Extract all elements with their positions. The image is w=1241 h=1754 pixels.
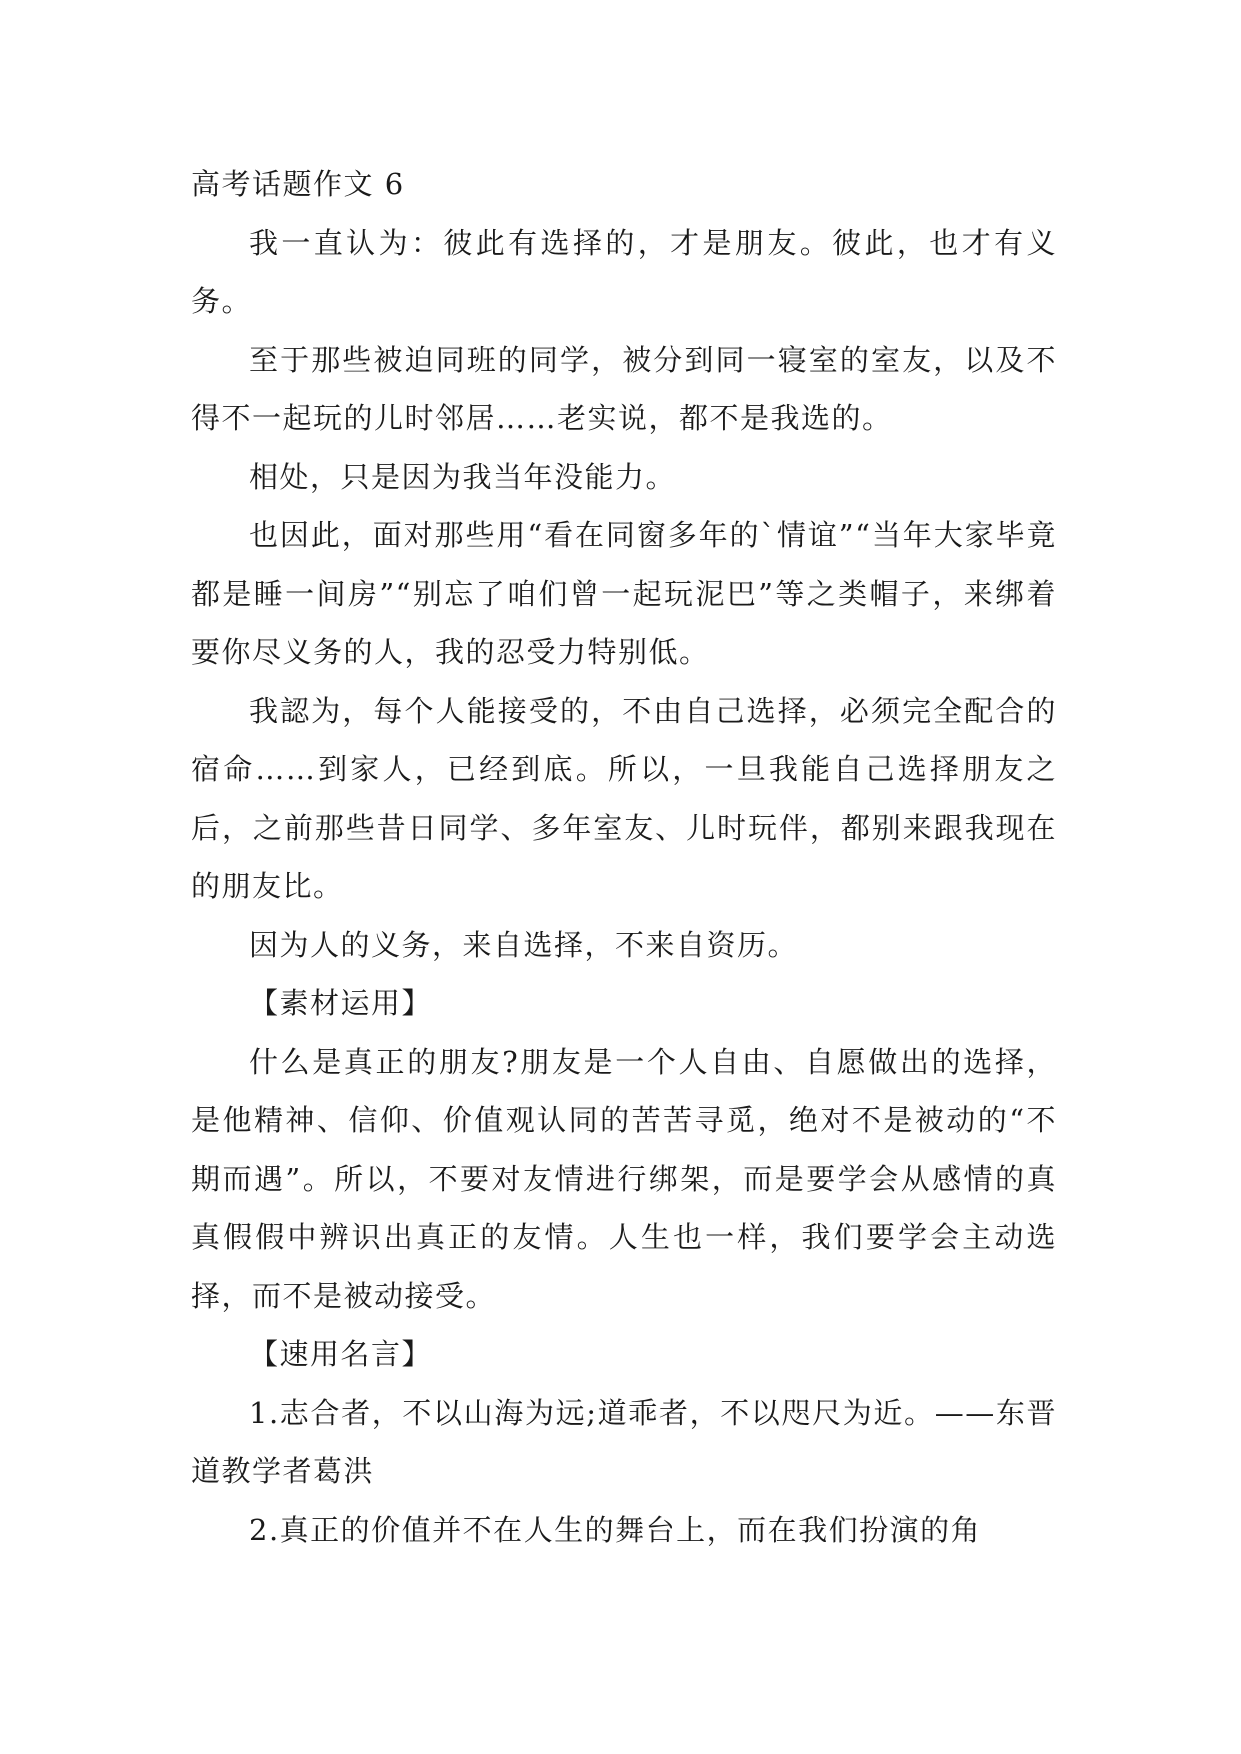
paragraph: 因为人的义务，来自选择，不来自资历。 xyxy=(249,927,799,962)
quote-item: 1.志合者，不以山海为远;道乖者，不以咫尺为近。——东晋道教学者葛洪 xyxy=(191,1395,1057,1488)
section-heading-material-usage: 【素材运用】 xyxy=(249,986,433,1020)
paragraph: 我認为，每个人能接受的，不由自己选择，必须完全配合的宿命……到家人，已经到底。所以，一旦我能自己选择朋友之后，之前那些昔日同学、多年室友、儿时玩伴，都别来跟我现在的朋友比。 xyxy=(191,693,1057,903)
paragraph: 什么是真正的朋友?朋友是一个人自由、自愿做出的选择，是他精神、信仰、价值观认同的苦苦寻觅，绝对不是被动的“不期而遇”。所以，不要对友情进行绑架，而是要学会从感情的真真假假中辨识出真正的友情。人生也一样，我们要学会主动选择，而不是被动接受。 xyxy=(191,1044,1057,1313)
paragraph: 也因此，面对那些用“看在同窗多年的`情谊”“当年大家毕竟都是睡一间房”“别忘了咱们曾一起玩泥巴”等之类帽子，来绑着要你尽义务的人，我的忍受力特别低。 xyxy=(191,518,1057,669)
section-heading-quotes: 【速用名言】 xyxy=(249,1337,433,1371)
paragraph: 至于那些被迫同班的同学，被分到同一寝室的室友，以及不得不一起玩的儿时邻居……老实说，都不是我选的。 xyxy=(191,342,1057,435)
document-title: 高考话题作文 6 xyxy=(191,167,405,201)
paragraph: 相处，只是因为我当年没能力。 xyxy=(249,459,677,494)
quote-item: 2.真正的价值并不在人生的舞台上，而在我们扮演的角 xyxy=(249,1512,982,1547)
document-page xyxy=(191,155,1057,1559)
paragraph: 我一直认为：彼此有选择的，才是朋友。彼此，也才有义务。 xyxy=(191,225,1057,318)
